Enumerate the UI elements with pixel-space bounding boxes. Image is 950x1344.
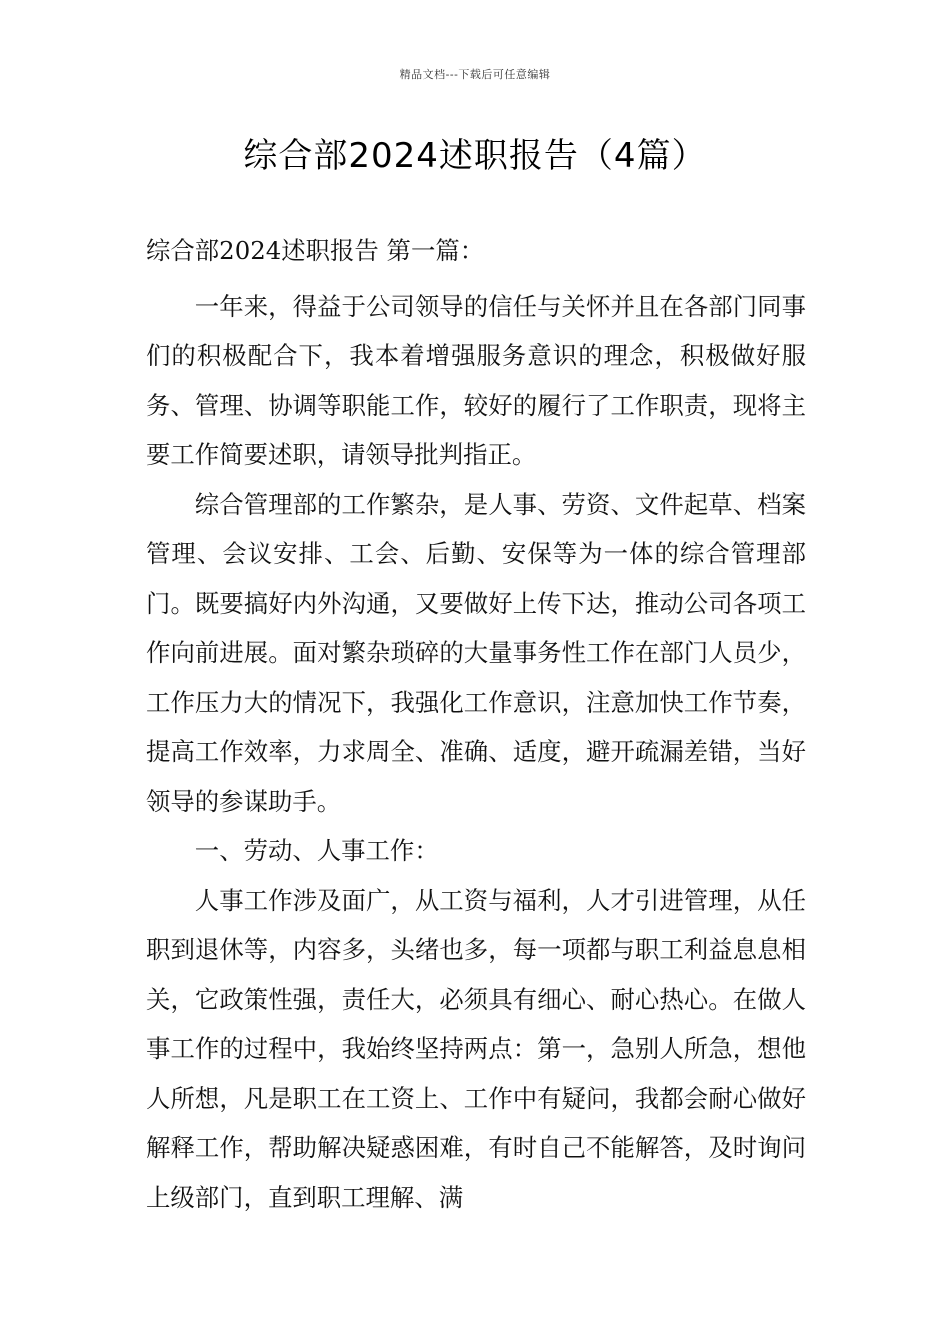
section-heading-labor-hr: 一、劳动、人事工作： (194, 836, 439, 865)
paragraph-intro: 一年来，得益于公司领导的信任与关怀并且在各部门同事们的积极配合下，我本着增强服务意识的理念，积极做好服务、管理、协调等职能工作，较好的履行了工作职责，现将主要工作简要述职，请领导批判指正。 (146, 291, 806, 469)
header-note: 精品文档---下载后可任意编辑 (399, 68, 551, 81)
paragraph-department-overview: 综合管理部的工作繁杂，是人事、劳资、文件起草、档案管理、会议安排、工会、后勤、安保等为一体的综合管理部门。既要搞好内外沟通，又要做好上传下达，推动公司各项工作向前进展。面对繁杂琐碎的大量事务性工作在部门人员少，工作压力大的情况下，我强化工作意识，注意加快工作节奏，提高工作效率，力求周全、准确、适度，避开疏漏差错，当好领导的参谋助手。 (146, 489, 806, 816)
document-body (146, 226, 806, 1222)
paragraph-hr-work: 人事工作涉及面广，从工资与福利，人才引进管理，从任职到退休等，内容多，头绪也多，每一项都与职工利益息息相关，它政策性强，责任大，必须具有细心、耐心热心。在做人事工作的过程中，我始终坚持两点：第一，急别人所急，想他人所想，凡是职工在工资上、工作中有疑问，我都会耐心做好解释工作，帮助解决疑惑困难，有时自己不能解答，及时询问上级部门，直到职工理解、满 (146, 885, 806, 1212)
section-subtitle: 综合部2024述职报告 第一篇： (146, 236, 485, 265)
document-title: 综合部2024述职报告（4篇） (243, 136, 707, 176)
